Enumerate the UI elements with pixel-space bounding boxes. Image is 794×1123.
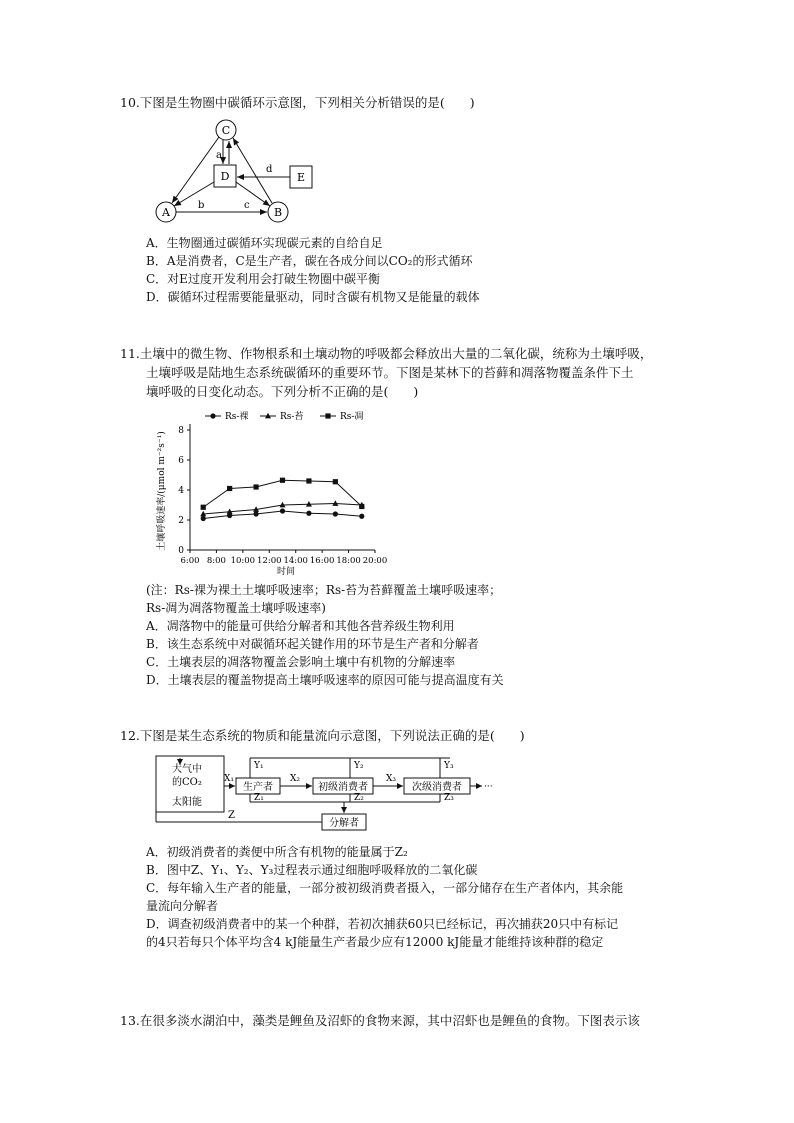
sun-label: 太阳能 — [172, 797, 202, 808]
y-tick-label: 8 — [178, 426, 184, 436]
node-c-label: C — [221, 124, 231, 137]
q11-option-c: C．土壤表层的凋落物覆盖会影响土壤中有机物的分解速率 — [146, 655, 456, 669]
q12-stem: 12.下图是某生态系统的物质和能量流向示意图，下列说法正确的是( ) — [120, 728, 525, 743]
data-point-0-2 — [253, 511, 258, 516]
y-tick-label: 6 — [178, 456, 184, 466]
decomposer-label: 分解者 — [329, 818, 359, 829]
node-d-label: D — [220, 170, 230, 183]
z3-label: Z₃ — [444, 793, 454, 803]
node-b — [268, 202, 288, 222]
q10-option-d: D．碳循环过程需要能量驱动，同时含碳有机物又是能量的载体 — [146, 290, 480, 304]
q13-stem: 13.在很多淡水湖泊中，藻类是鲤鱼及沼虾的食物来源，其中沼虾也是鲤鱼的食物。下图表示该 — [120, 1013, 640, 1028]
node-d — [214, 165, 236, 187]
edge-c-label: c — [244, 200, 250, 211]
data-point-0-4 — [306, 511, 311, 516]
x1-label: X₁ — [224, 774, 235, 784]
q12-option-a: A．初级消费者的粪便中所含有机物的能量属于Z₂ — [146, 845, 408, 859]
atmosphere-label: 大气中 — [172, 764, 202, 775]
x-tick-label: 12:00 — [257, 556, 282, 566]
x3-label: X₃ — [386, 774, 397, 784]
data-point-2-1 — [227, 486, 232, 491]
legend-label-2: Rs-凋 — [340, 412, 364, 422]
node-b-label: B — [273, 206, 283, 219]
y2-label: Y₂ — [354, 761, 364, 771]
x-axis-label: 时间 — [276, 567, 296, 577]
chart-axes — [178, 424, 387, 566]
data-point-2-2 — [253, 484, 258, 489]
data-point-2-4 — [306, 478, 311, 483]
q10-stem: 10.下图是生物圈中碳循环示意图，下列相关分析错误的是( ) — [120, 95, 475, 110]
q10-option-c: C．对E过度开发利用会打破生物圈中碳平衡 — [146, 272, 380, 286]
legend-label-0: Rs-裸 — [225, 412, 249, 422]
x-tick-label: 18:00 — [336, 556, 361, 566]
x2-label: X₂ — [290, 774, 301, 784]
data-point-2-3 — [280, 478, 285, 483]
node-a — [156, 202, 176, 222]
q12-option-b: B．图中Z、Y₁、Y₂、Y₃过程表示通过细胞呼吸释放的二氧化碳 — [146, 863, 478, 877]
x-tick-label: 8:00 — [206, 556, 226, 566]
edge-a-label: a — [216, 150, 222, 161]
q12-option-c-line-2: 量流向分解者 — [146, 899, 219, 913]
soil-respiration-chart — [150, 404, 400, 579]
legend-marker-2 — [325, 413, 330, 418]
data-point-0-0 — [201, 516, 206, 521]
q11-note-line-1: (注：Rs-裸为裸土土壤呼吸速率；Rs-苔为苔藓覆盖土壤呼吸速率； — [146, 583, 502, 597]
y-tick-label: 4 — [178, 486, 184, 496]
x-tick-label: 20:00 — [362, 556, 388, 566]
q12-option-d-line-2: 的4只若每只个体平均含4 kJ能量生产者最少应有12000 kJ能量才能维持该种群的稳定 — [146, 935, 604, 949]
q12-option-d-line-1: D．调查初级消费者中的某一个种群，若初次捕获60只已经标记，再次捕获20只中有标记 — [146, 917, 619, 931]
edge-b-label: b — [198, 200, 205, 211]
carbon-cycle-diagram — [150, 118, 330, 228]
primary-consumer-label: 初级消费者 — [318, 782, 368, 793]
y-tick-label: 0 — [178, 546, 184, 556]
q10-option-a: A．生物圈通过碳循环实现碳元素的自给自足 — [146, 236, 383, 250]
data-point-0-3 — [280, 508, 285, 513]
q12-option-c-line-1: C．每年输入生产者的能量，一部分被初级消费者摄入，一部分储存在生产者体内，其余能 — [146, 881, 624, 895]
x-tick-label: 6:00 — [180, 556, 200, 566]
node-e — [290, 166, 312, 188]
node-a-label: A — [162, 206, 170, 219]
x-tick-label: 16:00 — [309, 556, 335, 566]
y-axis-label: 土壤呼吸速率/(μmol m⁻²s⁻¹) — [157, 431, 167, 551]
chart-legend — [205, 410, 363, 422]
node-e-label: E — [296, 171, 306, 184]
x-tick-label: 10:00 — [230, 556, 256, 566]
y3-label: Y₃ — [444, 761, 454, 771]
secondary-consumer-label: 次级消费者 — [412, 782, 462, 793]
data-point-0-6 — [359, 514, 364, 519]
legend-label-1: Rs-苔 — [280, 412, 304, 422]
y1-label: Y₁ — [254, 761, 264, 771]
data-point-2-6 — [359, 504, 364, 509]
q11-stem-line-2: 土壤呼吸是陆地生态系统碳循环的重要环节。下图是某林下的苔藓和凋落物覆盖条件下土 — [146, 365, 634, 380]
ellipsis-label: ··· — [484, 782, 493, 792]
legend-marker-0 — [210, 413, 215, 418]
q11-stem-line-1: 11.土壤中的微生物、作物根系和土壤动物的呼吸都会释放出大量的二氧化碳，统称为土壤呼吸， — [120, 346, 653, 361]
chart-series — [200, 478, 365, 521]
z1-label: Z₁ — [254, 793, 264, 803]
data-point-2-5 — [333, 479, 338, 484]
q11-note-line-2: Rs-凋为凋落物覆盖土壤呼吸速率) — [146, 601, 326, 615]
z-label: Z — [228, 810, 235, 821]
co2-label: 的CO₂ — [172, 777, 202, 788]
q11-option-b: B．该生态系统中对碳循环起关键作用的环节是生产者和分解者 — [146, 637, 479, 651]
data-point-2-0 — [201, 505, 206, 510]
q10-option-b: B．A是消费者，C是生产者，碳在各成分间以CO₂的形式循环 — [146, 254, 473, 268]
energy-flow-diagram — [150, 752, 510, 836]
q11-stem-line-3: 壤呼吸的日变化动态。下列分析不正确的是( ) — [146, 384, 419, 399]
producer-label: 生产者 — [243, 782, 273, 793]
x-tick-label: 14:00 — [283, 556, 308, 566]
edge-d-label: d — [266, 164, 273, 175]
q11-option-a: A．凋落物中的能量可供给分解者和其他各营养级生物利用 — [146, 619, 455, 633]
data-point-0-5 — [333, 511, 338, 516]
z2-label: Z₂ — [354, 793, 364, 803]
y-tick-label: 2 — [178, 516, 184, 526]
q11-option-d: D．土壤表层的覆盖物提高土壤呼吸速率的原因可能与提高温度有关 — [146, 673, 504, 687]
